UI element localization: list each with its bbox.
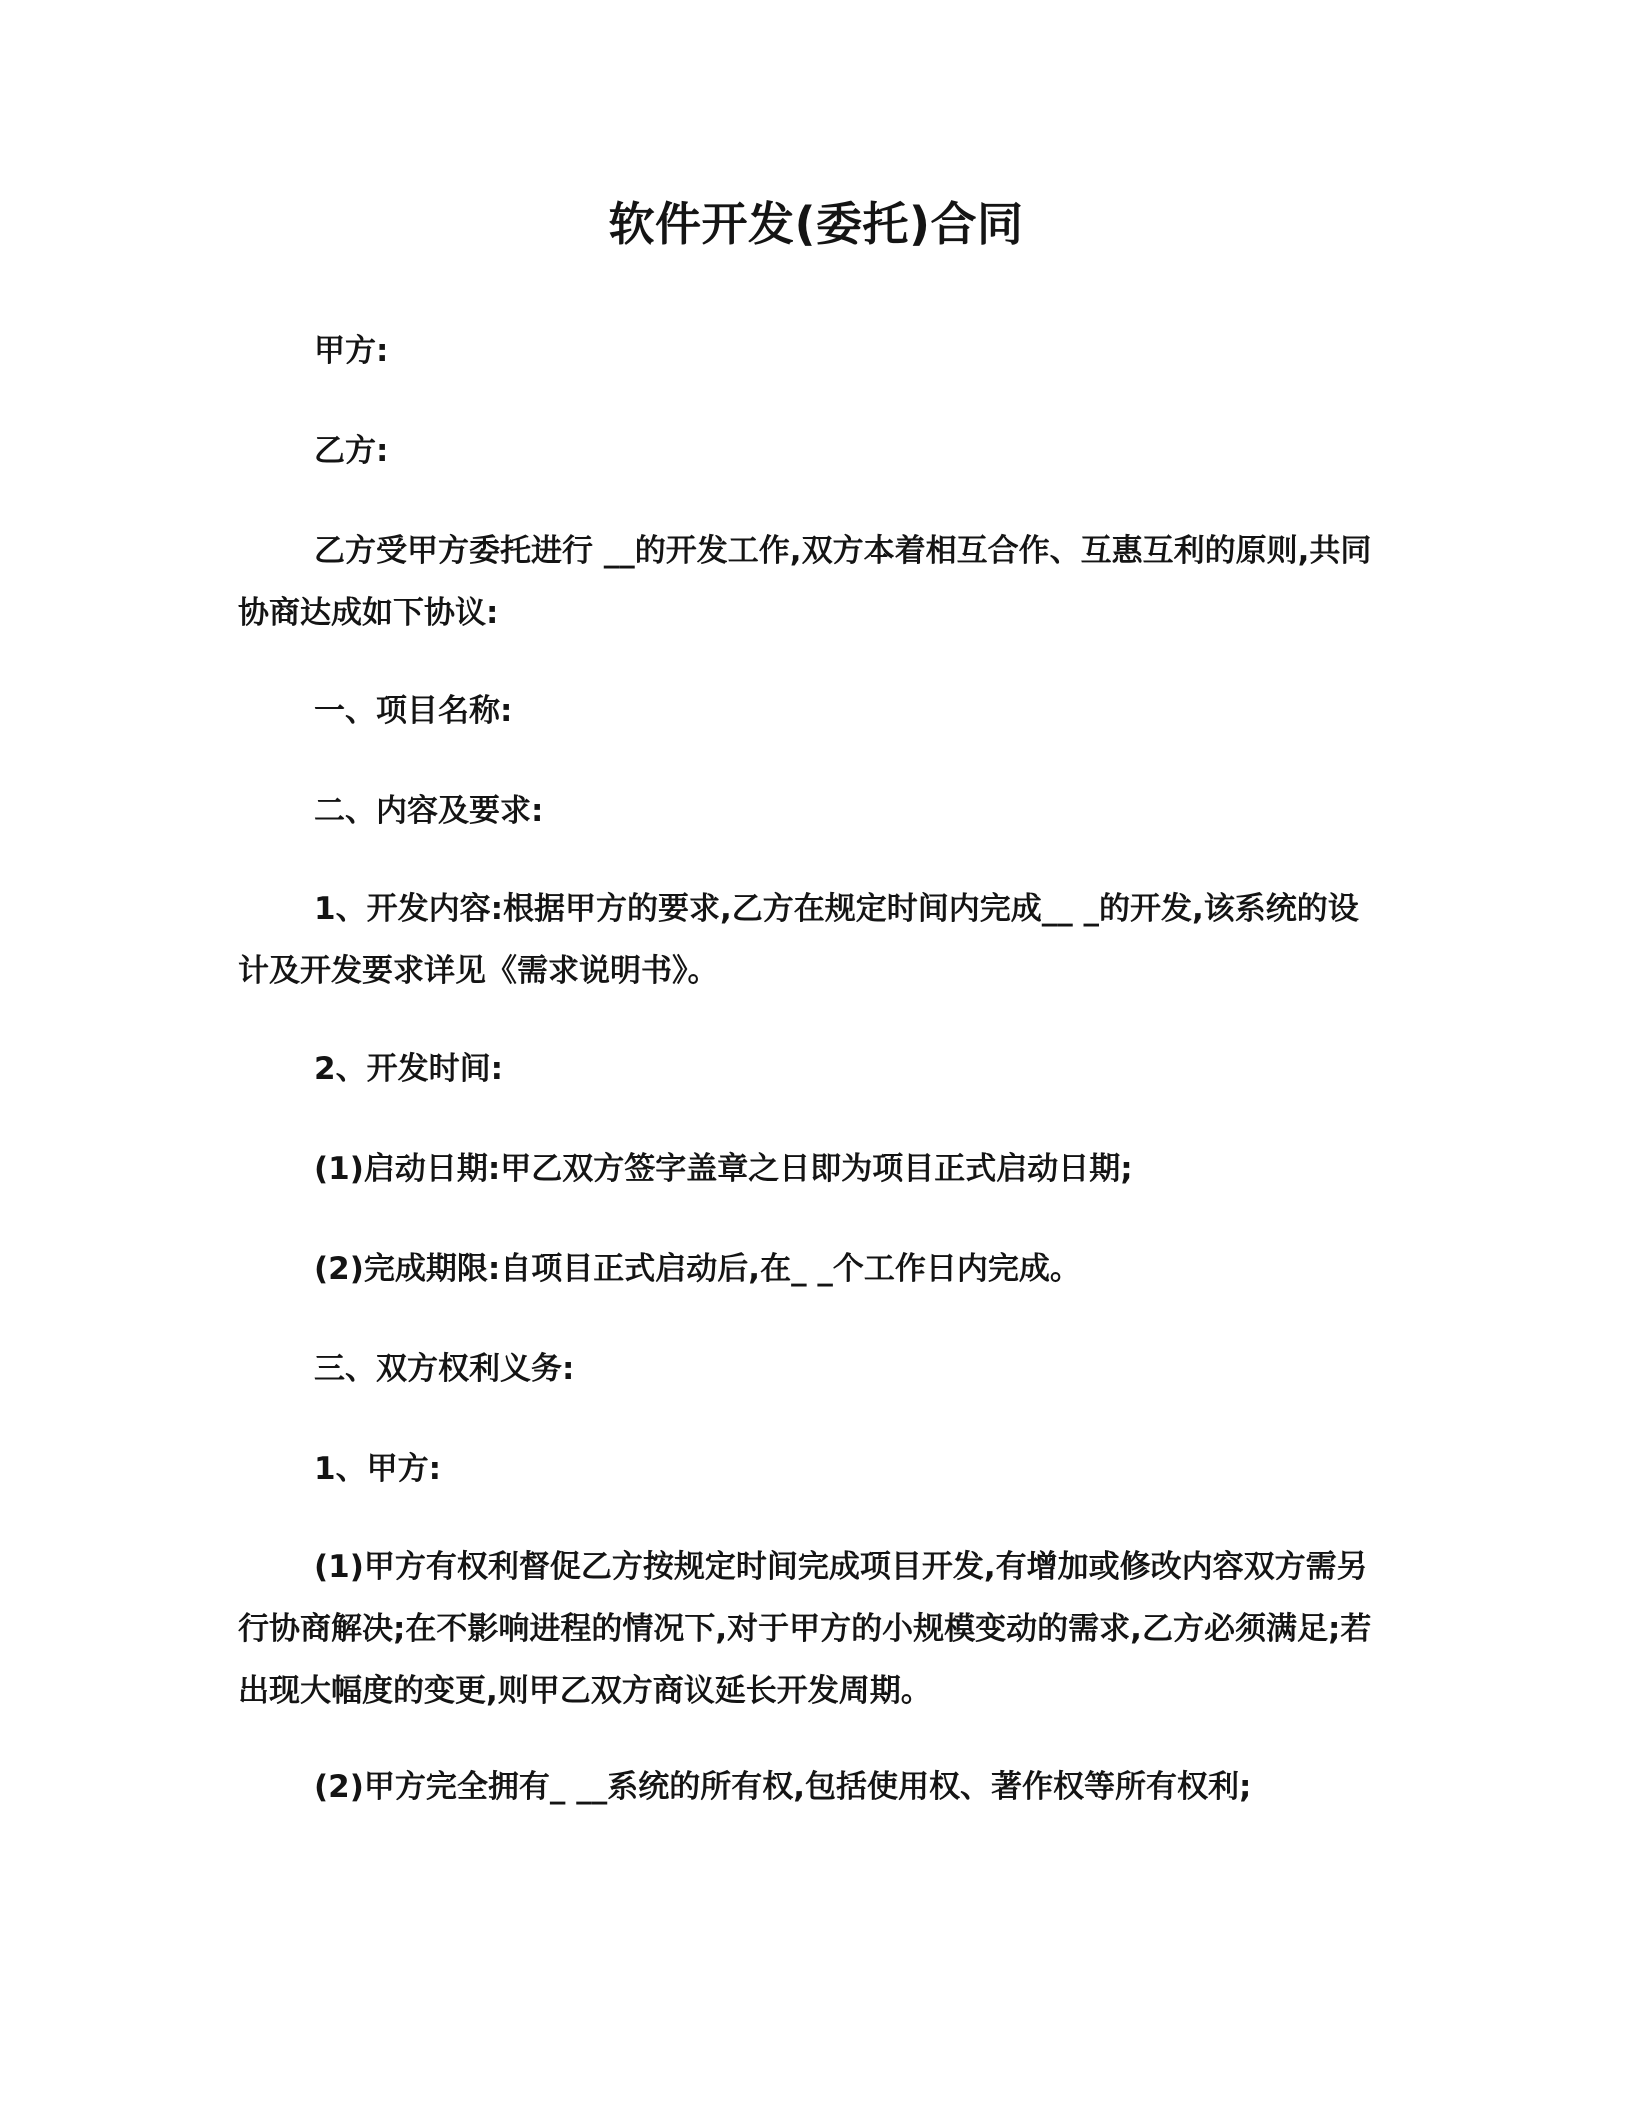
section-project-name: 一、项目名称: [314,693,513,729]
clause-development-content: 1、开发内容:根据甲方的要求,乙方在规定时间内完成__ _的开发,该系统的设计及开发要求详见《需求说明书》。 [238,891,1359,989]
section-content-requirements: 二、内容及要求: [314,793,544,829]
preamble-paragraph: 乙方受甲方委托进行 __的开发工作,双方本着相互合作、互惠互利的原则,共同协商达成如下协议: [238,533,1372,631]
clause-party-a-right-1: (1)甲方有权利督促乙方按规定时间完成项目开发,有增加或修改内容双方需另行协商解决;在不影响进程的情况下,对于甲方的小规模变动的需求,乙方必须满足;若出现大幅度的变更,则甲乙双方商议延长开发周期。 [238,1549,1372,1709]
clause-start-date: (1)启动日期:甲乙双方签字盖章之日即为项目正式启动日期; [314,1151,1133,1187]
document-title: 软件开发(委托)合同 [608,197,1024,251]
clause-development-time: 2、开发时间: [314,1051,503,1087]
party-a-line: 甲方: [314,333,389,369]
clause-party-a-right-2: (2)甲方完全拥有_ __系统的所有权,包括使用权、著作权等所有权利; [314,1769,1252,1805]
clause-party-a: 1、甲方: [314,1451,441,1487]
party-b-line: 乙方: [314,433,389,469]
section-rights-obligations: 三、双方权利义务: [314,1351,575,1387]
clause-deadline: (2)完成期限:自项目正式启动后,在_ _个工作日内完成。 [314,1251,1081,1287]
